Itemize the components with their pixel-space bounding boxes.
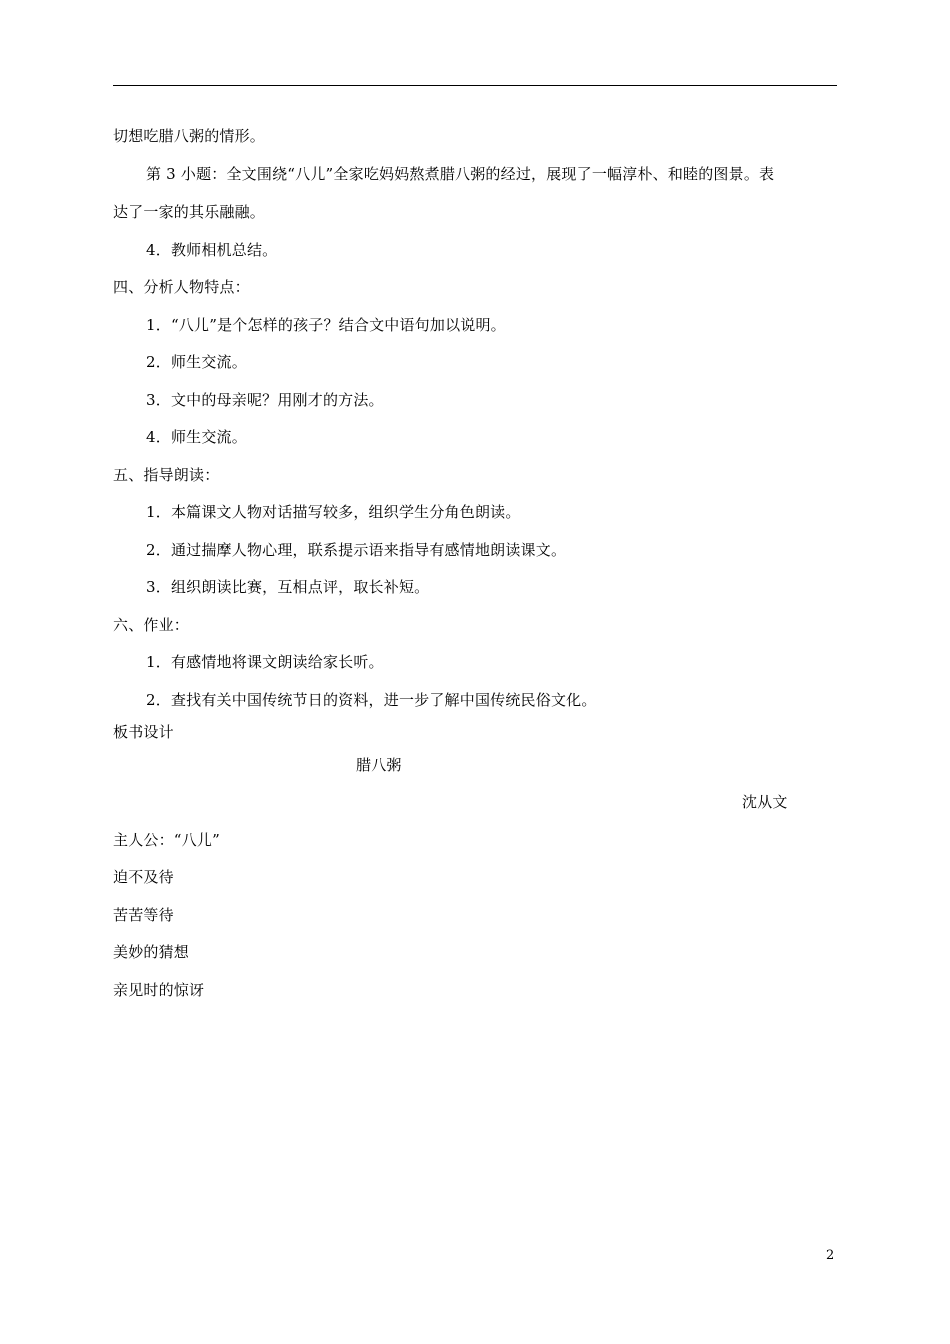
board-design-heading: 板书设计: [113, 723, 174, 741]
board-item: 迫不及待: [113, 868, 174, 886]
page-number: 2: [826, 1248, 835, 1263]
section-heading: 五、指导朗读：: [113, 466, 220, 484]
list-item: 2．通过揣摩人物心理，联系提示语来指导有感情地朗读课文。: [146, 541, 567, 559]
section-heading: 四、分析人物特点：: [113, 278, 250, 296]
paragraph-line: 达了一家的其乐融融。: [113, 203, 266, 221]
board-author: 沈从文: [742, 793, 788, 811]
list-item: 1．本篇课文人物对话描写较多，组织学生分角色朗读。: [146, 503, 521, 521]
list-item: 3．文中的母亲呢？用刚才的方法。: [146, 391, 384, 409]
list-item: 1．有感情地将课文朗读给家长听。: [146, 653, 384, 671]
board-item: 美妙的猜想: [113, 943, 190, 961]
list-item: 4．教师相机总结。: [146, 241, 278, 259]
board-item: 苦苦等待: [113, 906, 174, 924]
list-item: 3．组织朗读比赛，互相点评，取长补短。: [146, 578, 430, 596]
board-title: 腊八粥: [356, 756, 402, 774]
section-heading: 六、作业：: [113, 616, 190, 634]
board-item: 主人公：“八儿”: [113, 831, 220, 849]
paragraph-line: 第 3 小题：全文围绕“八儿”全家吃妈妈熬煮腊八粥的经过，展现了一幅淳朴、和睦的图景。表: [146, 165, 775, 183]
list-item: 2．查找有关中国传统节日的资料，进一步了解中国传统民俗文化。: [146, 691, 597, 709]
board-item: 亲见时的惊讶: [113, 981, 205, 999]
paragraph-line: 切想吃腊八粥的情形。: [113, 127, 266, 145]
list-item: 1．“八儿”是个怎样的孩子？结合文中语句加以说明。: [146, 316, 506, 334]
list-item: 2．师生交流。: [146, 353, 247, 371]
header-rule: [113, 85, 837, 86]
list-item: 4．师生交流。: [146, 428, 247, 446]
